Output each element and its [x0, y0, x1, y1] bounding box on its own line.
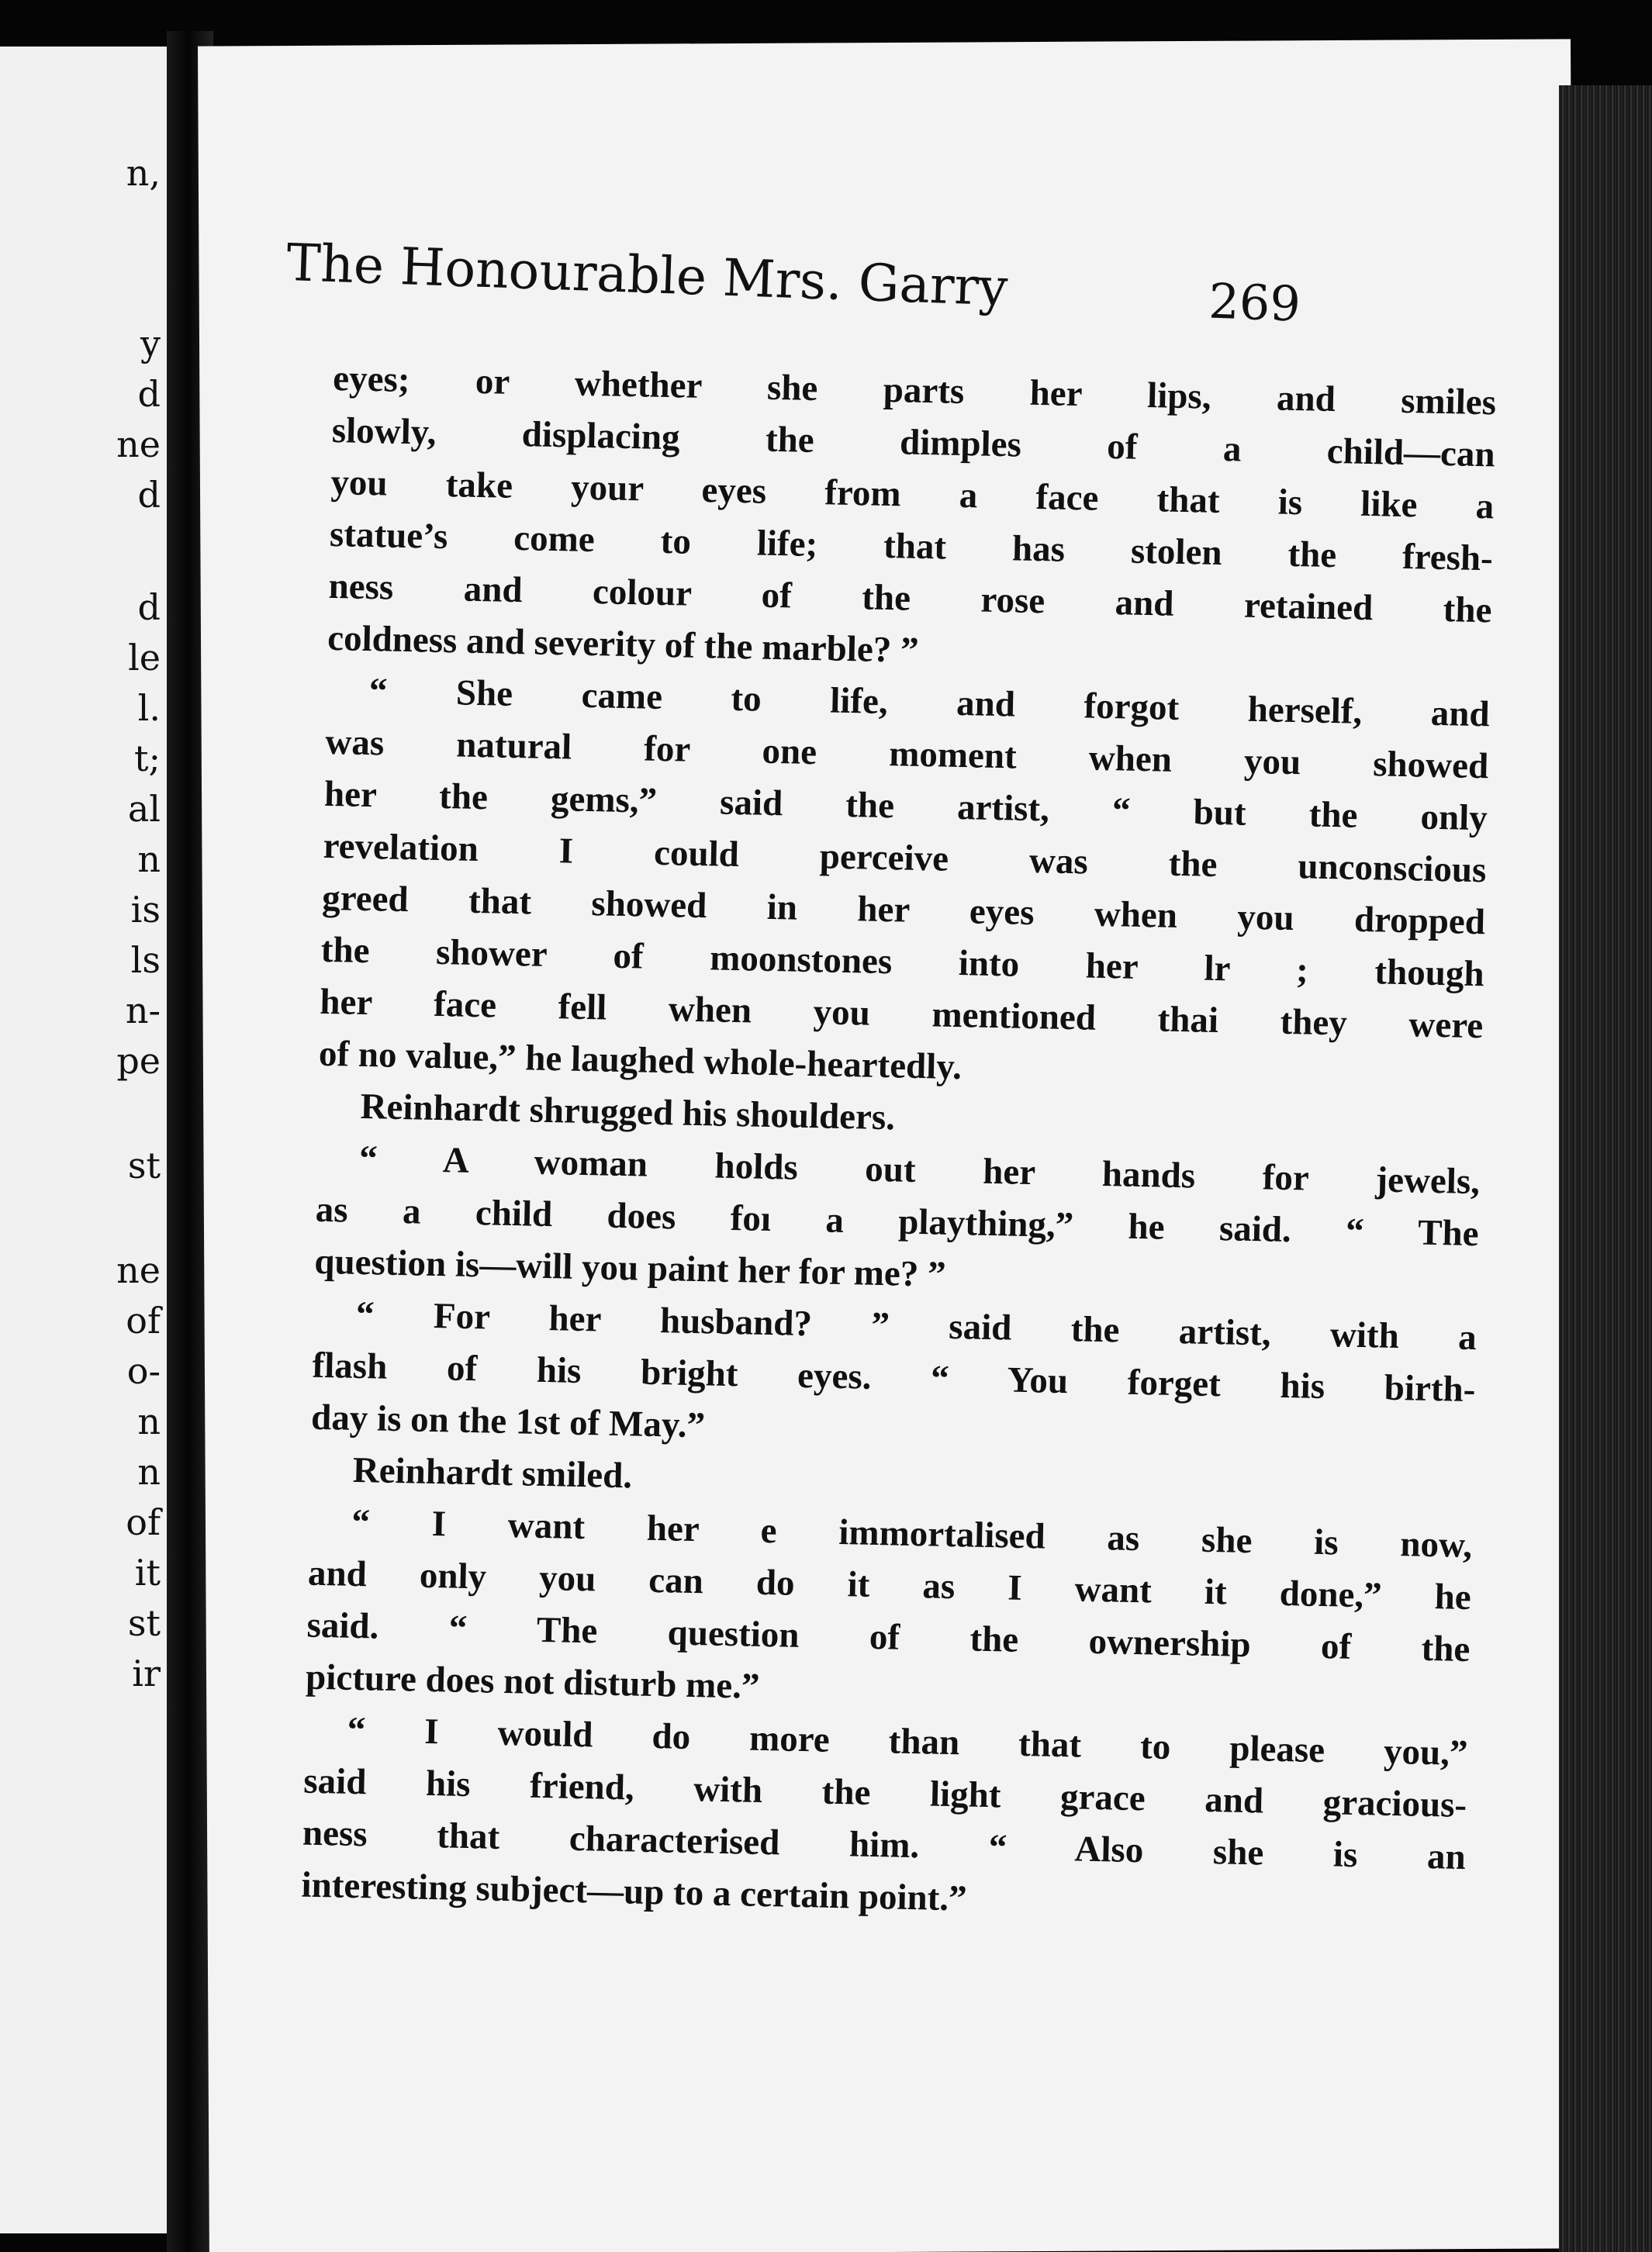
- left-fragment: ne: [116, 423, 161, 465]
- text-line: was natural for one moment when you showed: [324, 721, 1489, 787]
- left-facing-page: [0, 47, 167, 2233]
- text-line: “ A woman holds out her hands for jewels,: [358, 1138, 1481, 1203]
- text-line: interesting subject—up to a certain point.”: [301, 1864, 968, 1919]
- text-line: question is—will you paint her for me? ”: [313, 1241, 947, 1295]
- left-fragment: is: [130, 889, 161, 931]
- page-edges: [1559, 85, 1652, 2252]
- left-fragment: d: [137, 586, 161, 628]
- text-line: Reinhardt smiled.: [352, 1449, 633, 1497]
- left-fragment: ne: [116, 1249, 161, 1291]
- text-line: as a child does foı a plaything,” he said. “ The: [315, 1189, 1480, 1255]
- text-line: slowly, displacing the dimples of a child—can: [331, 409, 1496, 475]
- left-fragment: al: [127, 788, 161, 830]
- text-line: statue’s come to life; that has stolen the fresh-: [329, 513, 1494, 579]
- left-fragment: st: [127, 1602, 161, 1644]
- left-fragment: t;: [134, 737, 161, 779]
- text-line: the shower of moonstones into her lr ; though: [320, 929, 1485, 995]
- text-line: picture does not disturb me.”: [305, 1656, 760, 1707]
- text-line: coldness and severity of the marble? ”: [327, 617, 920, 671]
- running-title: The Honourable Mrs. Garry: [285, 233, 1009, 318]
- left-fragment: n,: [126, 152, 161, 194]
- text-line: “ She came to life, and forgot herself, and: [368, 671, 1491, 735]
- left-fragment: n: [137, 1401, 161, 1442]
- text-line: said his friend, with the light grace and gracious-: [302, 1760, 1467, 1826]
- text-line: of no value,” he laughed whole-heartedly.: [318, 1033, 963, 1088]
- left-fragment: st: [127, 1145, 161, 1186]
- left-fragment: n-: [125, 990, 161, 1031]
- left-fragment: le: [128, 637, 161, 679]
- text-line: greed that showed in her eyes when you dropped: [321, 877, 1486, 943]
- text-line: ness that characterised him. “ Also she is an: [302, 1812, 1467, 1877]
- text-line: you take your eyes from a face that is like a: [330, 461, 1495, 527]
- text-line: her the gems,” said the artist, “ but the only: [323, 773, 1488, 839]
- text-line: said. “ The question of the ownership of the: [306, 1604, 1471, 1670]
- left-fragment: n: [137, 838, 161, 880]
- text-line: “ I would do more than that to please you,”: [347, 1709, 1469, 1774]
- body-text: [301, 353, 1497, 1936]
- page-number: 269: [1208, 272, 1302, 333]
- left-fragment: pe: [116, 1040, 161, 1082]
- left-fragment: n: [137, 1451, 161, 1493]
- left-page-text-fragments: [0, 47, 167, 2233]
- text-line: eyes; or whether she parts her lips, and smiles: [332, 357, 1497, 423]
- text-line: “ For her husband? ” said the artist, with a: [355, 1294, 1477, 1359]
- left-fragment: it: [134, 1552, 161, 1594]
- text-line: “ I want her e immortalised as she is now,: [351, 1501, 1473, 1566]
- left-fragment: d: [137, 373, 161, 415]
- left-fragment: ls: [130, 939, 161, 981]
- left-fragment: of: [126, 1501, 161, 1543]
- left-fragment: of: [126, 1300, 161, 1342]
- text-line: her face fell when you mentioned thai they were: [319, 981, 1484, 1047]
- left-fragment: d: [137, 474, 161, 516]
- left-fragment: l.: [137, 687, 161, 729]
- text-line: ness and colour of the rose and retained the: [328, 565, 1492, 631]
- text-line: day is on the 1st of May.”: [310, 1397, 706, 1446]
- text-line: flash of his bright eyes. “ You forget his birth-: [312, 1345, 1476, 1411]
- text-line: revelation I could perceive was the unconscious: [323, 825, 1487, 891]
- text-line: and only you can do it as I want it done,” he: [307, 1553, 1472, 1618]
- left-fragment: o-: [126, 1350, 161, 1392]
- left-fragment: ir: [132, 1653, 161, 1694]
- text-line: Reinhardt shrugged his shoulders.: [360, 1086, 896, 1138]
- left-fragment: y: [140, 323, 161, 364]
